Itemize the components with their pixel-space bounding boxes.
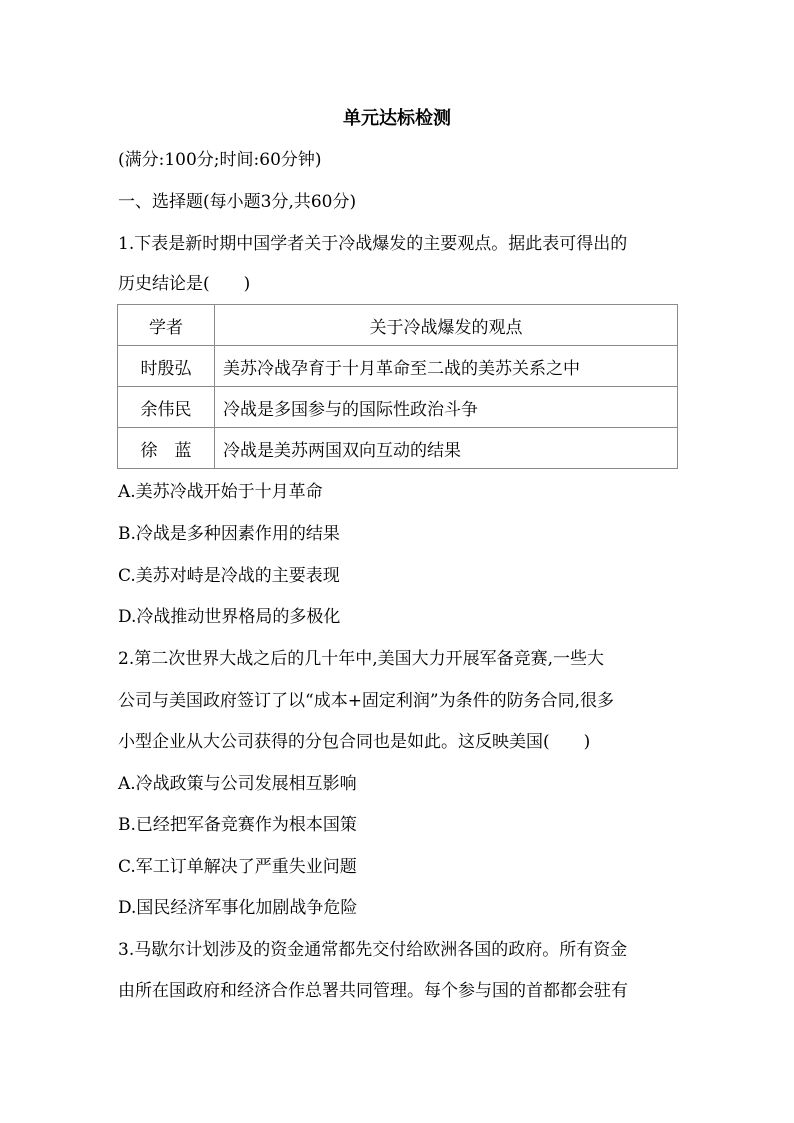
table-cell-view: 冷战是多国参与的国际性政治斗争 xyxy=(215,387,678,428)
q1-option-a: A.美苏冷战开始于十月革命 xyxy=(118,482,323,502)
q2-option-d: D.国民经济军事化加剧战争危险 xyxy=(118,898,358,918)
table-header-cell: 关于冷战爆发的观点 xyxy=(215,305,678,346)
q1-option-b: B.冷战是多种因素作用的结果 xyxy=(118,524,340,544)
table-row xyxy=(118,428,678,469)
q2-stem-line1: 2.第二次世界大战之后的几十年中,美国大力开展军备竞赛,一些大 xyxy=(118,649,605,669)
table-cell-view: 冷战是美苏两国双向互动的结果 xyxy=(215,428,678,469)
exam-info: (满分:100分;时间:60分钟) xyxy=(118,150,322,170)
q3-stem-line1: 3.马歇尔计划涉及的资金通常都先交付给欧洲各国的政府。所有资金 xyxy=(118,940,628,960)
table-header-cell: 学者 xyxy=(118,305,215,346)
page-title: 单元达标检测 xyxy=(343,108,451,129)
q1-stem-line1: 1.下表是新时期中国学者关于冷战爆发的主要观点。据此表可得出的 xyxy=(118,234,628,254)
table-row xyxy=(118,346,678,387)
q2-stem-line2: 公司与美国政府签订了以“成本+固定利润”为条件的防务合同,很多 xyxy=(118,691,615,711)
q1-option-c: C.美苏对峙是冷战的主要表现 xyxy=(118,566,340,586)
table-cell-view: 美苏冷战孕育于十月革命至二战的美苏关系之中 xyxy=(215,346,678,387)
section-heading: 一、选择题(每小题3分,共60分) xyxy=(118,192,357,212)
table-header-row xyxy=(118,305,678,346)
q3-stem-line2: 由所在国政府和经济合作总署共同管理。每个参与国的首都都会驻有 xyxy=(118,981,628,1001)
q2-option-a: A.冷战政策与公司发展相互影响 xyxy=(118,774,357,794)
table-cell-scholar: 时殷弘 xyxy=(118,346,215,387)
q1-option-d: D.冷战推动世界格局的多极化 xyxy=(118,607,341,627)
q2-option-b: B.已经把军备竞赛作为根本国策 xyxy=(118,815,357,835)
table-row xyxy=(118,387,678,428)
table-cell-scholar: 余伟民 xyxy=(118,387,215,428)
q1-stem-line2: 历史结论是( ) xyxy=(118,274,251,294)
q2-option-c: C.军工订单解决了严重失业问题 xyxy=(118,857,357,877)
q1-table xyxy=(117,304,678,469)
q2-stem-line3: 小型企业从大公司获得的分包合同也是如此。这反映美国( ) xyxy=(118,732,591,752)
table-cell-scholar: 徐 蓝 xyxy=(118,428,215,469)
